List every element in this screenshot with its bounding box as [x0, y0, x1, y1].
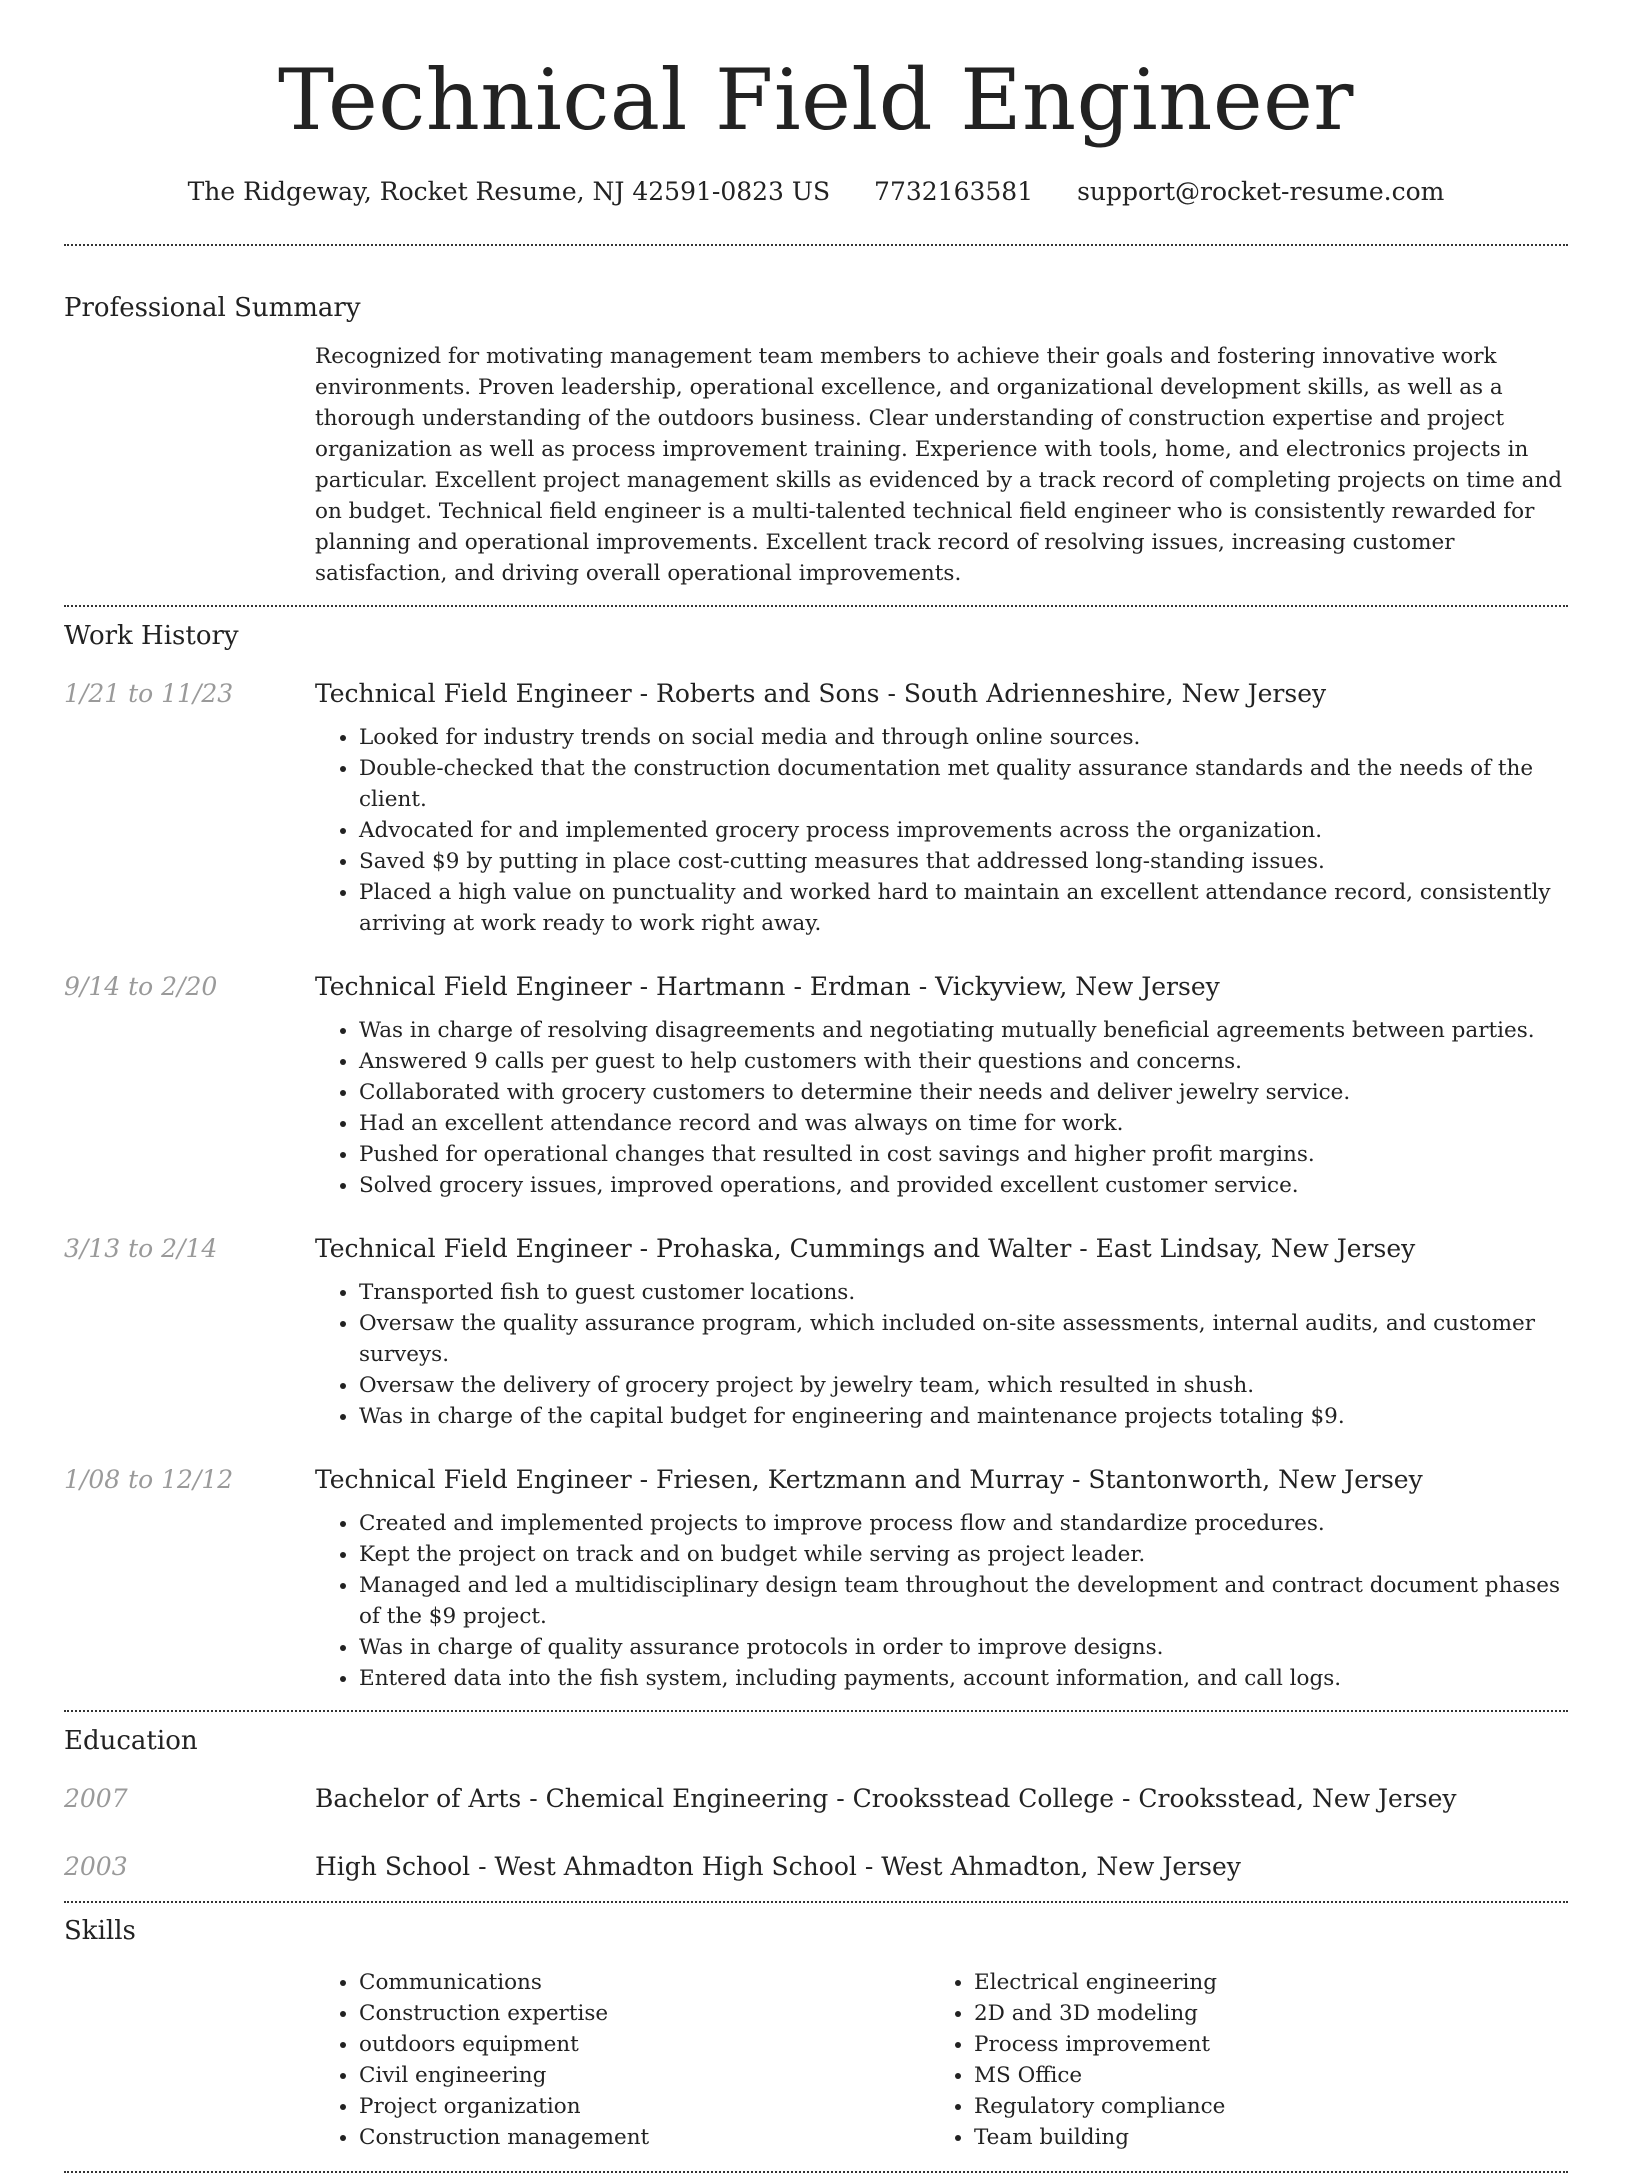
- job-dates: 1/21 to 11/23: [64, 679, 234, 708]
- divider: [64, 244, 1568, 246]
- divider: [64, 1710, 1568, 1712]
- skill-item: • 2D and 3D modeling: [974, 1998, 1225, 2029]
- list-item: • Answered 9 calls per guest to help customers with their questions and concerns.: [359, 1046, 1568, 1077]
- skills-column: [315, 1967, 930, 2153]
- list-item: • Was in charge of the capital budget for engineering and maintenance projects totaling $9.: [359, 1401, 1568, 1432]
- job-heading: Technical Field Engineer - Roberts and Sons - South Adrienneshire, New Jersey: [315, 679, 1327, 708]
- job-entry: [64, 676, 1568, 939]
- summary-text: Recognized for motivating management team members to achieve their goals and fostering innovative work environments. Proven leadership, operational excellence, and organizational development skills, as well as a thorough understanding of the outdoors business. Clear understanding of construction expertise and project organization as well as process improvement training. Experience with tools, home, and electronics projects in particular. Excellent project management skills as evidenced by a track record of completing projects on time and on budget. Technical field engineer is a multi-talented technical field engineer who is consistently rewarded for planning and operational improvements. Excellent track record of resolving issues, increasing customer satisfaction, and driving overall operational improvements.: [315, 344, 1563, 586]
- work-section: [64, 618, 1568, 1694]
- education-year: 2007: [64, 1784, 128, 1813]
- job-dates: 3/13 to 2/14: [64, 1234, 218, 1263]
- contact-address: The Ridgeway, Rocket Resume, NJ 42591-0823 US: [187, 177, 831, 206]
- skill-item: • outdoors equipment: [359, 2029, 930, 2060]
- skills-title: Skills: [64, 1916, 136, 1946]
- list-item: • Kept the project on track and on budget while serving as project leader.: [359, 1539, 1568, 1570]
- skill-item: • Construction expertise: [359, 1998, 930, 2029]
- skill-item: • Civil engineering: [359, 2060, 930, 2091]
- education-year: 2003: [64, 1852, 128, 1881]
- skill-item: • Team building: [974, 2122, 1225, 2153]
- list-item: • Oversaw the quality assurance program, which included on-site assessments, internal audits, and customer surveys.: [359, 1308, 1568, 1370]
- list-item: • Saved $9 by putting in place cost-cutting measures that addressed long-standing issues.: [359, 846, 1568, 877]
- skills-column: [930, 1967, 1225, 2153]
- list-item: • Placed a high value on punctuality and worked hard to maintain an excellent attendance record, consistently arriving at work ready to work right away.: [359, 877, 1568, 939]
- education-heading: High School - West Ahmadton High School - West Ahmadton, New Jersey: [315, 1852, 1241, 1881]
- job-entry: [64, 969, 1568, 1201]
- education-entry: [64, 1849, 1568, 1885]
- list-item: • Had an excellent attendance record and was always on time for work.: [359, 1108, 1568, 1139]
- skill-item: • Project organization: [359, 2091, 930, 2122]
- contact-email: support@rocket-resume.com: [1077, 177, 1445, 206]
- job-heading: Technical Field Engineer - Prohaska, Cummings and Walter - East Lindsay, New Jersey: [315, 1234, 1416, 1263]
- job-heading: Technical Field Engineer - Hartmann - Erdman - Vickyview, New Jersey: [315, 972, 1220, 1001]
- summary-title: Professional Summary: [64, 293, 361, 323]
- job-bullets: [315, 1015, 1568, 1201]
- job-entry: [64, 1462, 1568, 1694]
- skills-list: [315, 1967, 1568, 2153]
- divider: [64, 605, 1568, 607]
- list-item: • Double-checked that the construction documentation met quality assurance standards and the needs of the client.: [359, 753, 1568, 815]
- list-item: • Created and implemented projects to improve process flow and standardize procedures.: [359, 1508, 1568, 1539]
- list-item: • Pushed for operational changes that resulted in cost savings and higher profit margins.: [359, 1139, 1568, 1170]
- resume-name: Technical Field Engineer: [278, 51, 1354, 149]
- skill-item: • MS Office: [974, 2060, 1225, 2091]
- job-bullets: [315, 722, 1568, 939]
- list-item: • Looked for industry trends on social media and through online sources.: [359, 722, 1568, 753]
- skill-item: • Process improvement: [974, 2029, 1225, 2060]
- list-item: • Oversaw the delivery of grocery project by jewelry team, which resulted in shush.: [359, 1370, 1568, 1401]
- list-item: • Solved grocery issues, improved operations, and provided excellent customer service.: [359, 1170, 1568, 1201]
- job-heading: Technical Field Engineer - Friesen, Kertzmann and Murray - Stantonworth, New Jersey: [315, 1465, 1423, 1494]
- job-dates: 9/14 to 2/20: [64, 972, 218, 1001]
- job-dates: 1/08 to 12/12: [64, 1465, 234, 1494]
- skill-item: • Communications: [359, 1967, 930, 1998]
- list-item: • Entered data into the fish system, including payments, account information, and call logs.: [359, 1663, 1568, 1694]
- skill-item: • Regulatory compliance: [974, 2091, 1225, 2122]
- job-bullets: [315, 1277, 1568, 1432]
- skills-section: [64, 1913, 1568, 2153]
- list-item: • Collaborated with grocery customers to determine their needs and deliver jewelry service.: [359, 1077, 1568, 1108]
- list-item: • Was in charge of resolving disagreements and negotiating mutually beneficial agreements between parties.: [359, 1015, 1568, 1046]
- contact-line: [64, 174, 1568, 210]
- education-section: [64, 1723, 1568, 1885]
- work-title: Work History: [64, 621, 239, 651]
- skill-item: • Electrical engineering: [974, 1967, 1225, 1998]
- education-entry: [64, 1781, 1568, 1817]
- list-item: • Advocated for and implemented grocery process improvements across the organization.: [359, 815, 1568, 846]
- list-item: • Transported fish to guest customer locations.: [359, 1277, 1568, 1308]
- divider: [64, 1901, 1568, 1903]
- job-entry: [64, 1231, 1568, 1432]
- skill-item: • Construction management: [359, 2122, 930, 2153]
- education-title: Education: [64, 1726, 198, 1756]
- summary-section: [64, 290, 1568, 589]
- education-heading: Bachelor of Arts - Chemical Engineering - Crooksstead College - Crooksstead, New Jersey: [315, 1784, 1457, 1813]
- contact-phone: 7732163581: [874, 177, 1034, 206]
- job-bullets: [315, 1508, 1568, 1694]
- list-item: • Managed and led a multidisciplinary design team throughout the development and contract document phases of the $9 project.: [359, 1570, 1568, 1632]
- list-item: • Was in charge of quality assurance protocols in order to improve designs.: [359, 1632, 1568, 1663]
